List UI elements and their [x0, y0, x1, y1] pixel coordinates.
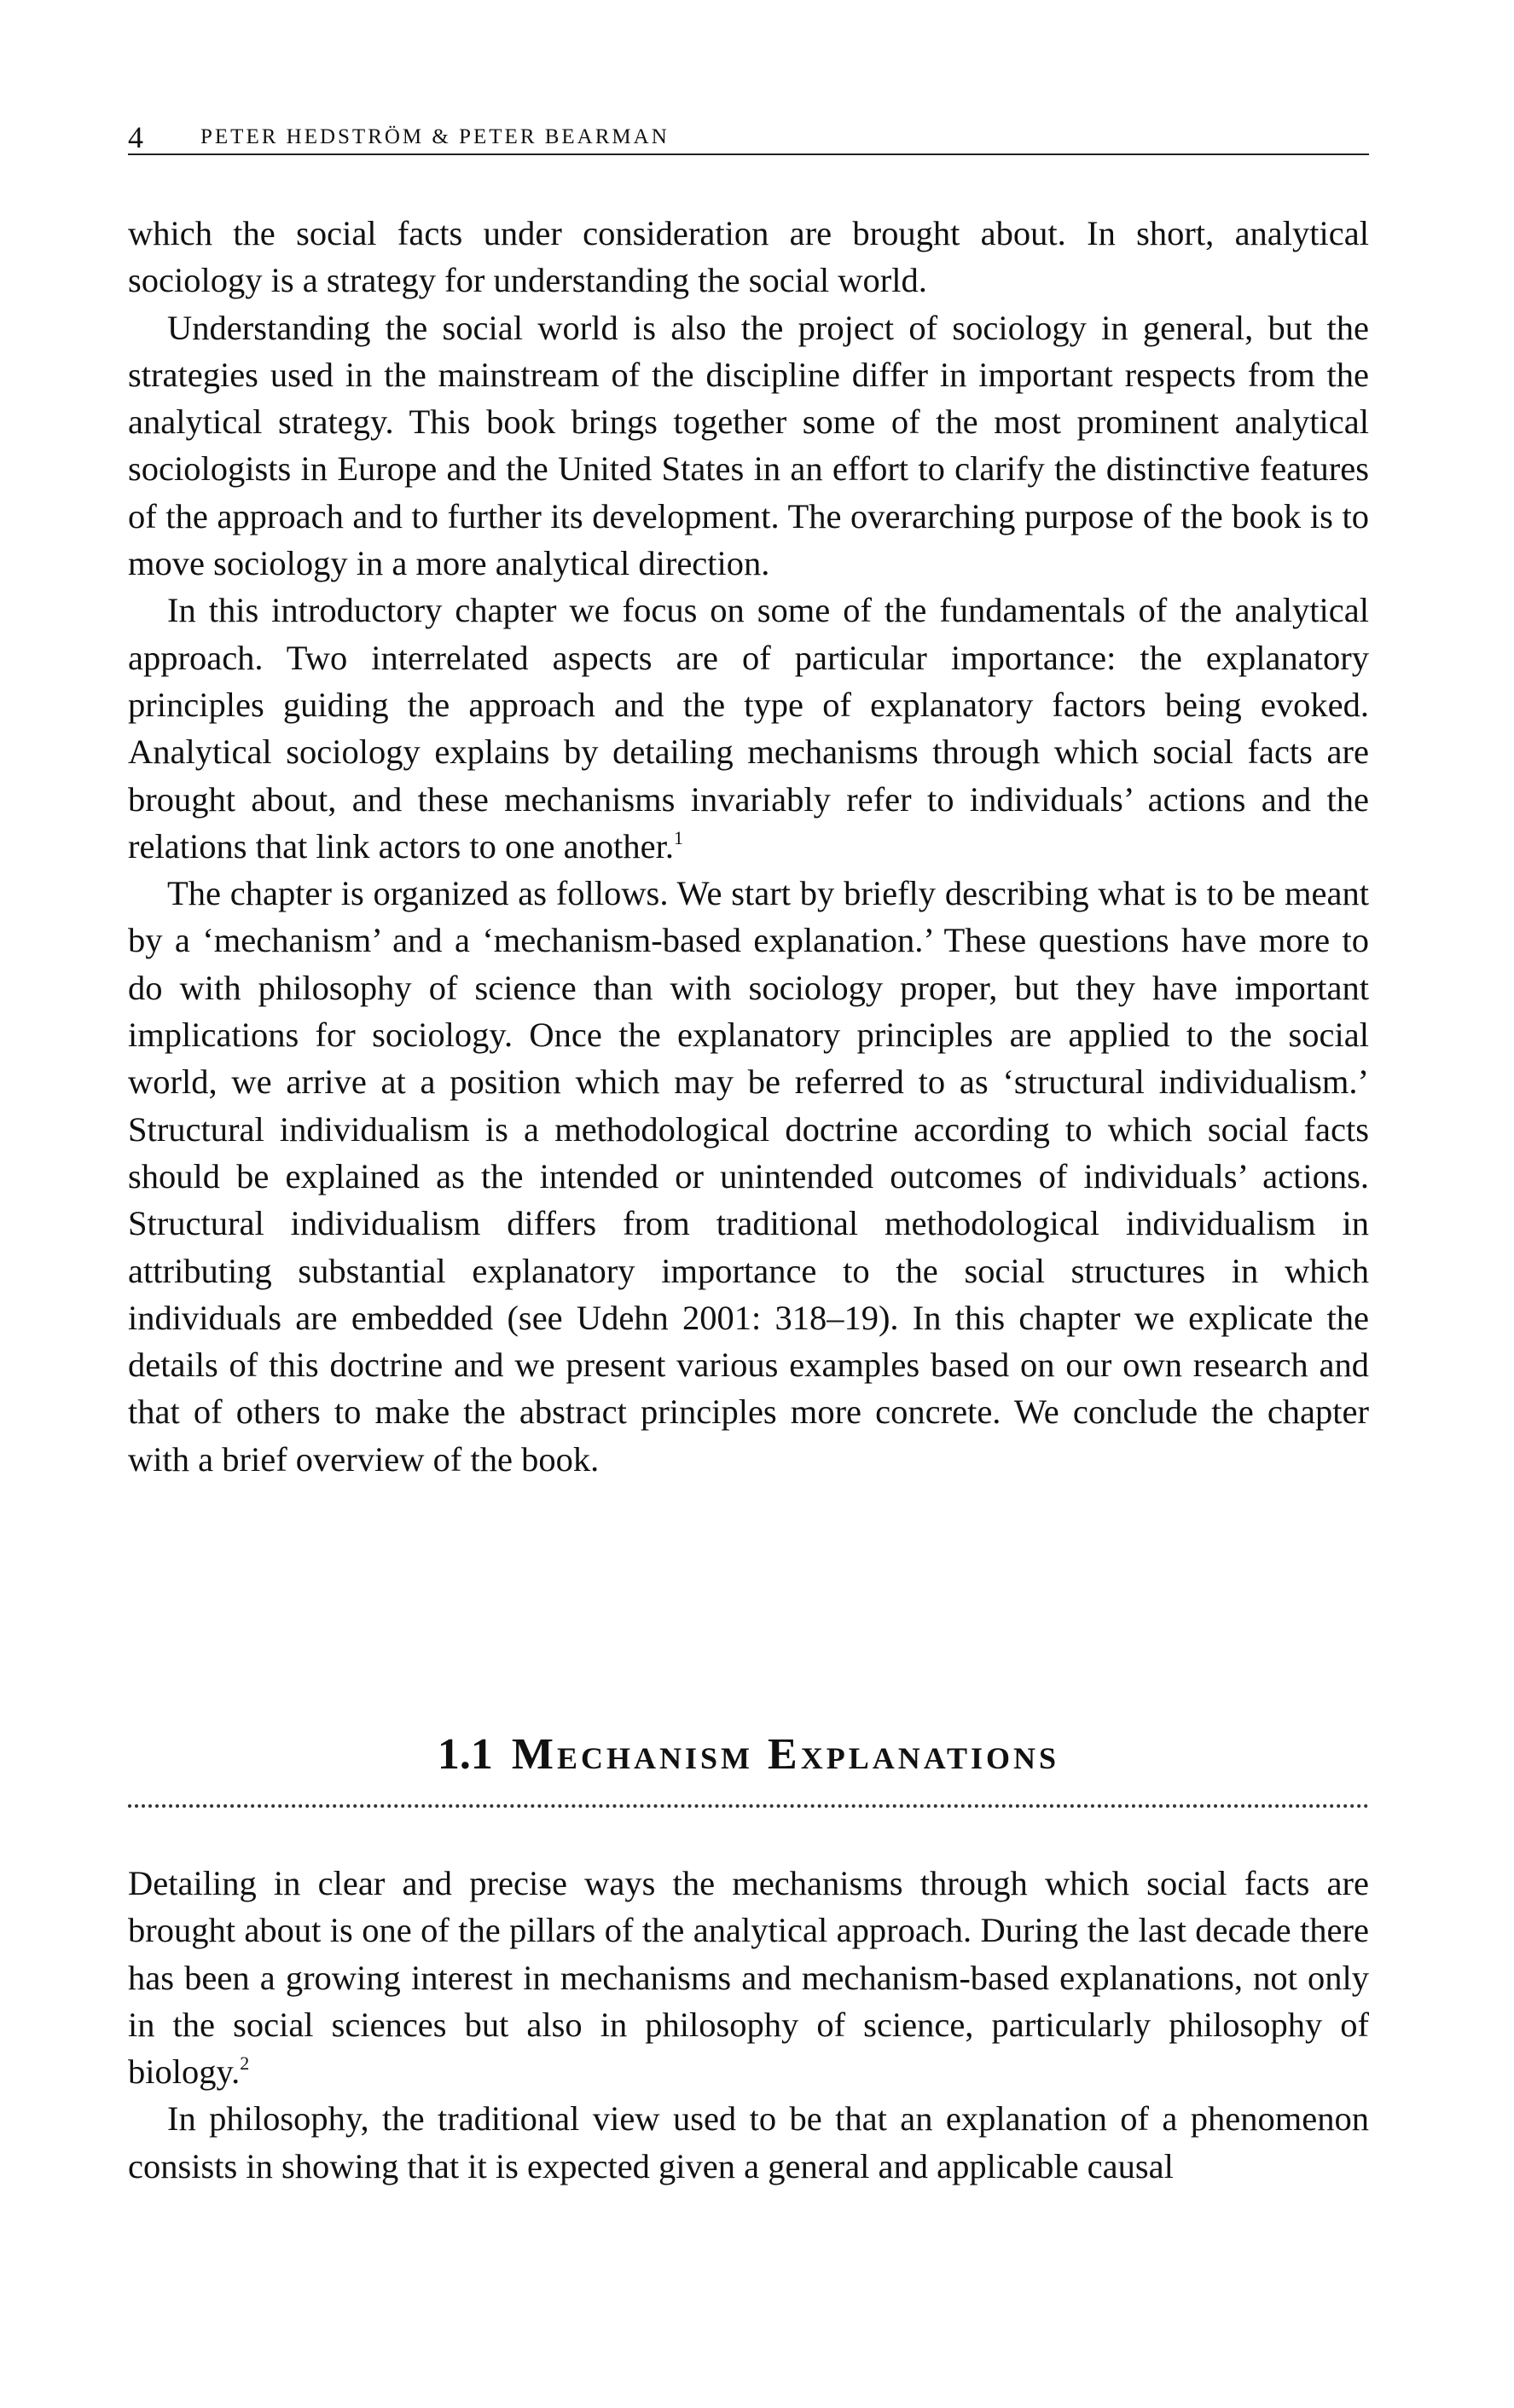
dotted-divider [128, 1804, 1369, 1808]
paragraph: Understanding the social world is also the project of sociology in general, but the strategies used in the mainstream of the discipline differ in important respects from the analytical strategy. This book brings together some of the most prominent analytical sociologists in Europe and the United States in an effort to clarify the distinctive features of the approach and to further its development. The overarching purpose of the book is to move sociology in a more analytical direction. [128, 308, 1369, 583]
section-number: 1.1 [437, 1730, 493, 1779]
paragraph [128, 1860, 1369, 2095]
paragraph [128, 587, 1369, 870]
paragraph-text: Detailing in clear and precise ways the mechanisms through which social facts are brought about is one of the pillars of the analytical approach. During the last decade there has been a growing interest in mechanisms and mechanism-based explanations, not only in the social sciences but also in philosophy of science, particularly philosophy of biology. [128, 1864, 1369, 2092]
section-title: Mechanism Explanations [511, 1730, 1060, 1779]
footnote-marker[interactable]: 2 [240, 2052, 250, 2075]
footnote-marker[interactable]: 1 [673, 826, 683, 848]
intro-text [128, 210, 1369, 1483]
paragraph: which the social facts under consideration are brought about. In short, analytical sociology is a strategy for understanding the social world. [128, 214, 1369, 300]
running-head [128, 121, 1369, 155]
paragraph-text: In this introductory chapter we focus on some of the fundamentals of the analytical approach. Two interrelated aspects are of particular importance: the explanatory principles guiding the approach and the type of explanatory factors being evoked. Analytical sociology explains by detailing mechanisms through which social facts are brought about, and these mechanisms invariably refer to individuals’ actions and the relations that link actors to one another. [128, 591, 1369, 865]
page-number: 4 [128, 120, 143, 154]
paragraph: In philosophy, the traditional view used to be that an explanation of a phenomenon consists in showing that it is expected given a general and applicable causal [128, 2099, 1369, 2185]
running-head-authors: PETER HEDSTRÖM & PETER BEARMAN [200, 125, 670, 148]
section-text [128, 1860, 1369, 2190]
section-heading [128, 1729, 1369, 1780]
paragraph: The chapter is organized as follows. We start by briefly describing what is to be meant by a ‘mechanism’ and a ‘mechanism-based explanation.’ These questions have more to do with philosophy of science than with sociology proper, but they have important implications for sociology. Once the explanatory principles are applied to the social world, we arrive at a position which may be referred to as ‘structural individualism.’ Structural individualism is a methodological doctrine according to which social facts should be explained as the intended or unintended outcomes of individuals’ actions. Structural individualism differs from traditional methodological individualism in attributing substantial explanatory importance to the social structures in which individuals are embedded (see Udehn 2001: 318–19). In this chapter we explicate the details of this doctrine and we present various examples based on our own research and that of others to make the abstract principles more concrete. We conclude the chapter with a brief overview of the book. [128, 874, 1369, 1479]
